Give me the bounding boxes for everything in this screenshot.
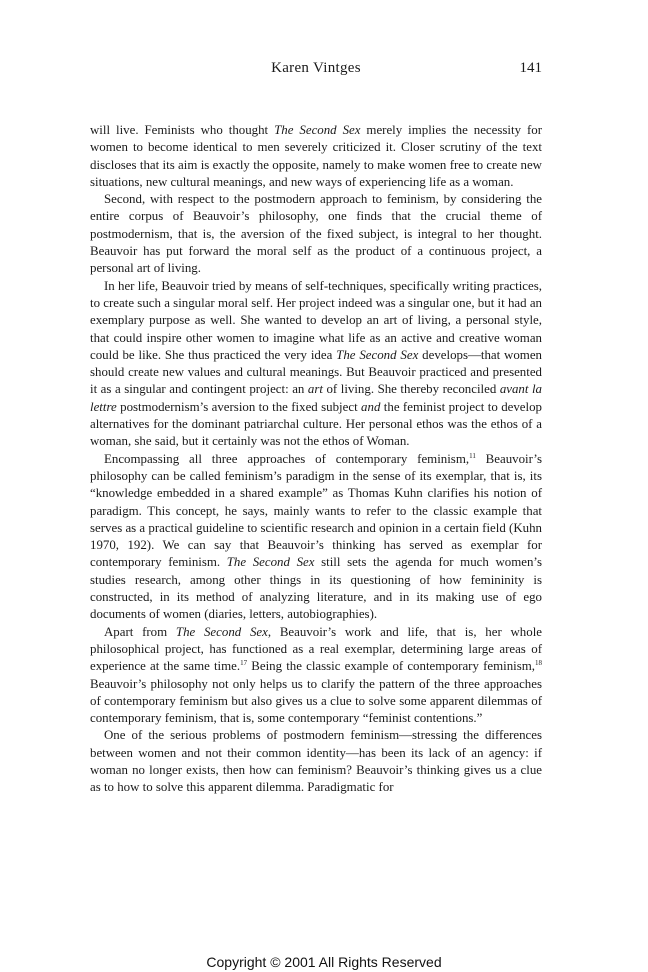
page-number: 141	[519, 60, 542, 76]
italic-text: The Second Sex	[336, 347, 419, 362]
paragraph-3	[90, 278, 542, 451]
text-run: of living. She thereby reconciled	[322, 382, 500, 397]
paragraph-1	[90, 122, 542, 191]
text-run: the feminist project to develop alternatives for the dominant patriarchal culture. Her personal ethos was the ethos of a woman, she said, but it certainly was not the ethos of Woman.	[90, 399, 542, 449]
text-run: In her life, Beauvoir tried by means of self-techniques, specifically writing practices, to create such a singular moral self. Her project indeed was a singular one, but it had an exemplary purpose as well. She wanted to develop an art of living, a personal style, that could inspire other women to imagine what life as an active and creative woman could be like. She thus practiced the very idea	[90, 278, 542, 362]
italic-text: and	[361, 399, 381, 414]
text-run: Beauvoir’s philosophy not only helps us to clarify the pattern of the three approaches of contemporary feminism but also gives us a clue to solve some apparent dilemmas of contemporary feminism, that is, some contemporary “feminist contentions.”	[90, 676, 542, 726]
text-run: Beauvoir’s philosophy can be called feminism’s paradigm in the sense of its exemplar, that is, its “knowledge embedded in a shared example” as Thomas Kuhn clarifies his notion of paradigm. This concept, he says, mainly wants to refer to the classic example that serves as a practical guideline to scientific research and opinion in a certain field (Kuhn 1970, 192). We can say that Beauvoir’s thinking has served as exemplar for contemporary feminism.	[90, 451, 542, 570]
italic-text: The Second Sex	[274, 123, 361, 137]
running-head: Karen Vintges	[271, 60, 361, 76]
italic-text: The Second Sex	[226, 555, 315, 570]
italic-text: The Second Sex	[175, 624, 268, 639]
italic-text: art	[307, 382, 323, 397]
footnote-ref: 18	[534, 659, 542, 668]
footnote-ref: 11	[469, 451, 476, 460]
text-run: Apart from	[104, 624, 176, 639]
text-run: Being the classic example of contemporary feminism,	[247, 659, 535, 674]
copyright-footer: Copyright © 2001 All Rights Reserved	[206, 954, 442, 970]
text-run: Second, with respect to the postmodern approach to feminism, by considering the entire corpus of Beauvoir’s philosophy, one finds that the crucial theme of postmodernism, that is, the aversion of the fixed subject, is integral to her thought. Beauvoir has put forward the moral self as the product of a continuous project, a personal art of living.	[90, 192, 542, 276]
text-run: will live. Feminists who thought	[90, 123, 275, 137]
text-run: still sets the agenda for much women’s studies research, among other things in its questioning of how femininity is constructed, in its method of analyzing literature, and in its making use of ego documents of women (diaries, letters, autobiographies).	[90, 555, 542, 622]
text-run: merely implies the necessity for women to become identical to men severely criticized it. Closer scrutiny of the text discloses that its aim is exactly the opposite, namely to make women free to create new situations, new cultural meanings, and new ways of experiencing life as a woman.	[90, 123, 543, 189]
text-run: Encompassing all three approaches of contemporary feminism,	[104, 451, 470, 466]
body-text	[90, 122, 542, 797]
text-run: One of the serious problems of postmodern feminism—stressing the differences between women and not their common identity—has been its lack of an agency: if woman no longer exists, then how can feminism? Beauvoir’s thinking gives us a clue as to how to solve this apparent dilemma. Paradigmatic for	[90, 728, 542, 795]
text-run: develops—that women should create new values and cultural meanings. But Beauvoir practiced and presented it as a singular and contingent project: an	[90, 347, 542, 397]
footnote-ref: 17	[240, 659, 248, 668]
paragraph-5	[90, 624, 542, 728]
paragraph-2	[90, 191, 542, 277]
paragraph-6	[90, 727, 542, 796]
paragraph-4	[90, 451, 542, 624]
page-header	[90, 60, 542, 84]
text-run: , Beauvoir’s work and life, that is, her whole philosophical project, has functioned as a real exemplar, determining large areas of experience at the same time.	[90, 624, 542, 674]
text-run: postmodernism’s aversion to the fixed subject	[116, 399, 362, 414]
italic-text: avant la lettre	[90, 382, 543, 414]
